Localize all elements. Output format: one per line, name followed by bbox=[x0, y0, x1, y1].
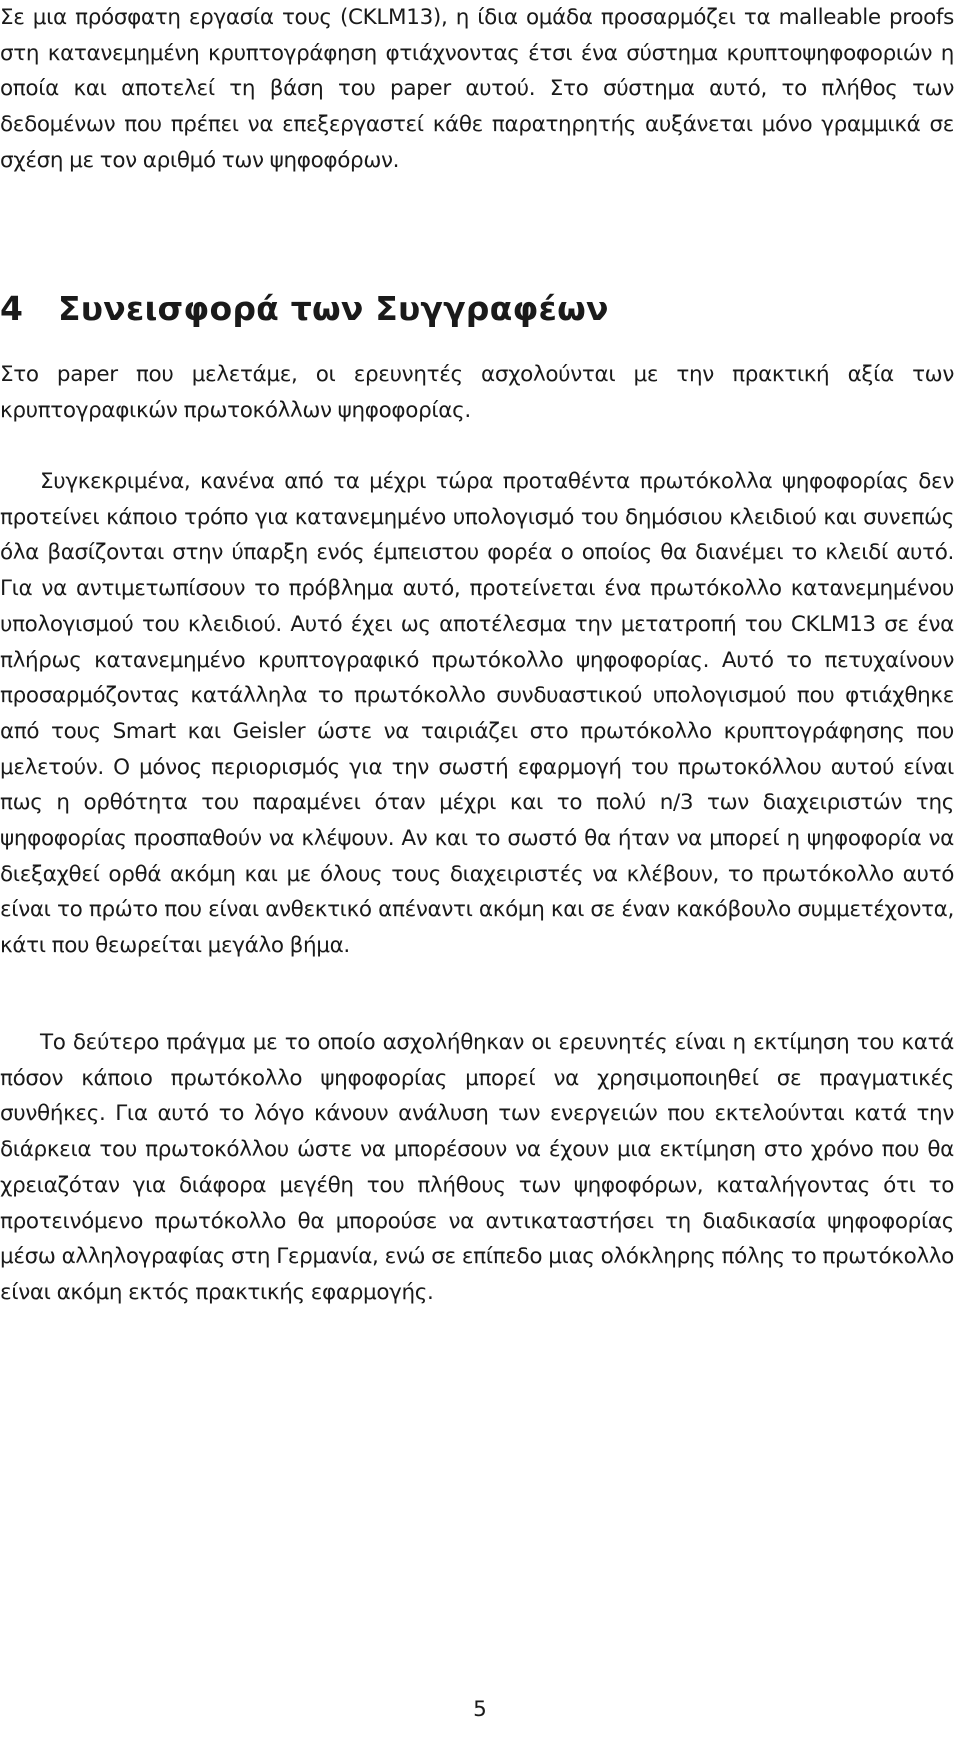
evaluation-paragraph: Το δεύτερο πράγμα με το οποίο ασχολήθηκαν οι ερευνητές είναι η εκτίμηση του κατά πόσον κάποιο πρωτόκολλο ψηφοφορίας μπορεί να χρησιμοποιηθεί σε πραγματικές συνθήκες. Για αυτό το λόγο κάνουν ανάλυση των ενεργειών που εκτελούνται κατά την διάρκεια του πρωτοκόλλου ώστε να μπορέσουν να έχουν μια εκτίμηση στο χρόνο που θα χρειαζόταν για διάφορα μεγέθη του πλήθους των ψηφοφόρων, καταλήγοντας ότι το προτεινόμενο πρωτόκολλο θα μπορούσε να αντικαταστήσει τη διαδικασία ψηφοφορίας μέσω αλληλογραφίας στη Γερμανία, ενώ σε επίπεδο μιας ολόκληρης πόλης το πρωτόκολλο είναι ακόμη εκτός πρακτικής εφαρμογής. bbox=[0, 1030, 954, 1305]
section-heading bbox=[0, 289, 609, 329]
section-lead-paragraph: Στο paper που μελετάμε, οι ερευνητές ασχολούνται με την πρακτική αξία των κρυπτογραφικών πρωτοκόλλων ψηφοφορίας. bbox=[0, 362, 954, 423]
contribution-paragraph: Συγκεκριμένα, κανένα από τα μέχρι τώρα προταθέντα πρωτόκολλα ψηφοφορίας δεν προτείνει κάποιο τρόπο για κατανεμημένο υπολογισμό του δημόσιου κλειδιού και συνεπώς όλα βασίζονται στην ύπαρξη ενός έμπειστου φορέα ο οποίος θα διανέμει το κλειδί αυτό. Για να αντιμετωπίσουν το πρόβλημα αυτό, προτείνεται ένα πρωτόκολλο κατανεμημένου υπολογισμού του κλειδιού. Αυτό έχει ως αποτέλεσμα την μετατροπή του CKLM13 σε ένα πλήρως κατανεμημένο κρυπτογραφικό πρωτόκολλο ψηφοφορίας. Αυτό το πετυχαίνουν προσαρμόζοντας κατάλληλα το πρωτόκολλο συνδυαστικού υπολογισμού που φτιάχθηκε από τους Smart και Geisler ώστε να ταιριάζει στο πρωτόκολλο κρυπτογράφησης που μελετούν. Ο μόνος περιορισμός για την σωστή εφαρμογή του πρωτοκόλλου αυτού είναι πως η ορθότητα του παραμένει όταν μέχρι και το πολύ n/3 των διαχειριστών της ψηφοφορίας προσπαθούν να κλέψουν. Αν και το σωστό θα ήταν να μπορεί η ψηφοφορία να διεξαχθεί ορθά ακόμη και με όλους τους διαχειριστές να κλέβουν, το πρωτόκολλο αυτό είναι το πρώτο που είναι ανθεκτικό απέναντι ακόμη και σε έναν κακόβουλο συμμετέχοντα, κάτι που θεωρείται μεγάλο βήμα. bbox=[0, 469, 954, 959]
section-title: Συνεισφορά των Συγγραφέων bbox=[58, 289, 609, 328]
section-number: 4 bbox=[0, 289, 24, 328]
intro-paragraph: Σε μια πρόσφατη εργασία τους (CKLM13), η ίδια ομάδα προσαρμόζει τα malleable proofs στη κατανεμημένη κρυπτογράφηση φτιάχνοντας έτσι ένα σύστημα κρυπτοψηφοφοριών η οποία και αποτελεί τη βάση του paper αυτού. Στο σύστημα αυτό, το πλήθος των δεδομένων που πρέπει να επεξεργαστεί κάθε παρατηρητής αυξάνεται μόνο γραμμικά σε σχέση με τον αριθμό των ψηφοφόρων. bbox=[0, 5, 954, 173]
page-number: 5 bbox=[473, 1697, 487, 1722]
